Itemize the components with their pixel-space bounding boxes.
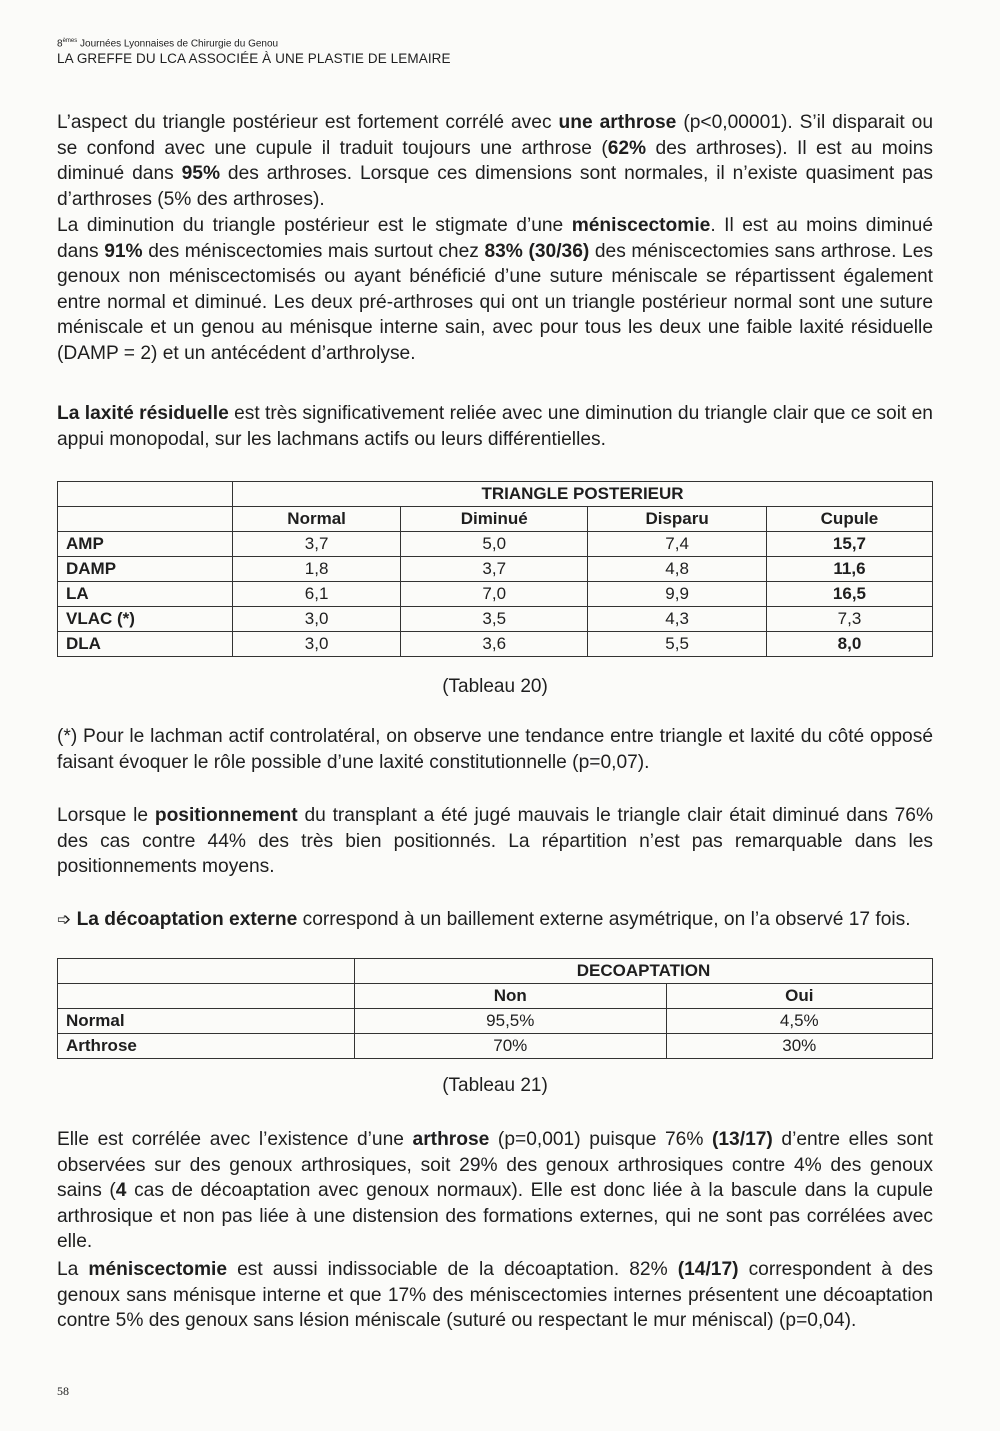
col-header: Disparu <box>588 507 767 532</box>
table-row: AMP 3,7 5,0 7,4 15,7 <box>58 532 933 557</box>
table-row: DAMP 1,8 3,7 4,8 11,6 <box>58 557 933 582</box>
page-number: 58 <box>57 1384 69 1398</box>
table-row: Normal 95,5% 4,5% <box>58 1009 933 1034</box>
col-header: Oui <box>666 984 932 1009</box>
col-header: Normal <box>233 507 401 532</box>
paragraph-decoaptation: ➩ La décoaptation externe correspond à un baillement externe asymétrique, on l’a observé 17 fois. <box>57 909 911 930</box>
paragraph-laxite: La laxité résiduelle est très significativement reliée avec une diminution du triangle clair que ce soit en appui monopodal, sur les lachmans actifs ou leurs différentielles. <box>57 403 933 450</box>
table-20-header-row <box>58 507 933 532</box>
paragraph-meniscectomie: La diminution du triangle postérieur est le stigmate d’une méniscectomie. Il est au moins diminué dans 91% des méniscectomies mais surtout chez 83% (30/36) des méniscectomies sans arthrose. Les genoux non méniscectomisés ou ayant bénéficié d’une suture méniscale se répartissent également entre normal et diminué. Les deux pré-arthroses qui ont un triangle postérieur normal sont une suture méniscale et un genou au ménisque interne sain, avec pour tous les deux une faible laxité résiduelle (DAMP = 2) et un antécédent d’arthrolyse. <box>57 215 933 364</box>
table-21-header-row <box>58 984 933 1009</box>
paragraph-triangle-arthrose: L’aspect du triangle postérieur est fortement corrélé avec une arthrose (p<0,00001). S’il disparait ou se confond avec une cupule il traduit toujours une arthrose (62% des arthroses). Il est au moins diminué dans 95% des arthroses. Lorsque ces dimensions sont normales, il n’existe quasiment pas d’arthroses (5% des arthroses). <box>57 112 933 210</box>
arrow-icon: ➩ <box>57 910 72 929</box>
header-line-2: LA GREFFE DU LCA ASSOCIÉE À UNE PLASTIE DE LEMAIRE <box>57 50 451 66</box>
table-20-title: TRIANGLE POSTERIEUR <box>233 482 933 507</box>
paragraph-decoaptation-meniscectomie: La méniscectomie est aussi indissociable de la décoaptation. 82% (14/17) correspondent à des genoux sans ménisque interne et que 17% des méniscectomies internes présentent une décoaptation contre 5% des genoux sans lésion méniscale (suturé ou respectant le mur méniscal) (p=0,04). <box>57 1259 933 1332</box>
table-21-title: DECOAPTATION <box>355 959 933 984</box>
table-20-caption: (Tableau 20) <box>442 676 548 697</box>
running-header <box>57 38 451 68</box>
table-21 <box>57 958 933 1059</box>
paragraph-decoaptation-arthrose: Elle est corrélée avec l’existence d’une arthrose (p=0,001) puisque 76% (13/17) d’entre elles sont observées sur des genoux arthrosiques, soit 29% des genoux arthrosiques contre 4% des genoux sains (4 cas de décoaptation avec genoux normaux). Elle est donc liée à la bascule dans la cupule arthrosique et non pas liée à une distension des formations externes, qui ne sont pas corrélées avec elle. <box>57 1129 934 1253</box>
col-header: Non <box>355 984 667 1009</box>
table-row: DLA 3,0 3,6 5,5 8,0 <box>58 632 933 657</box>
table-20 <box>57 481 933 657</box>
paragraph-footnote: (*) Pour le lachman actif controlatéral, on observe une tendance entre triangle et laxité du côté opposé faisant évoquer le rôle possible d’une laxité constitutionnelle (p=0,07). <box>57 726 933 773</box>
header-line-1: 8èmes Journées Lyonnaises de Chirurgie du Genou <box>57 38 279 50</box>
table-row: LA 6,1 7,0 9,9 16,5 <box>58 582 933 607</box>
col-header: Diminué <box>401 507 588 532</box>
table-21-caption: (Tableau 21) <box>442 1075 548 1096</box>
table-row: Arthrose 70% 30% <box>58 1034 933 1059</box>
table-row: VLAC (*) 3,0 3,5 4,3 7,3 <box>58 607 933 632</box>
paragraph-positionnement: Lorsque le positionnement du transplant a été jugé mauvais le triangle clair était diminué dans 76% des cas contre 44% des très bien positionnés. La répartition n’est pas remarquable dans les positionnements moyens. <box>57 805 934 878</box>
col-header: Cupule <box>766 507 932 532</box>
